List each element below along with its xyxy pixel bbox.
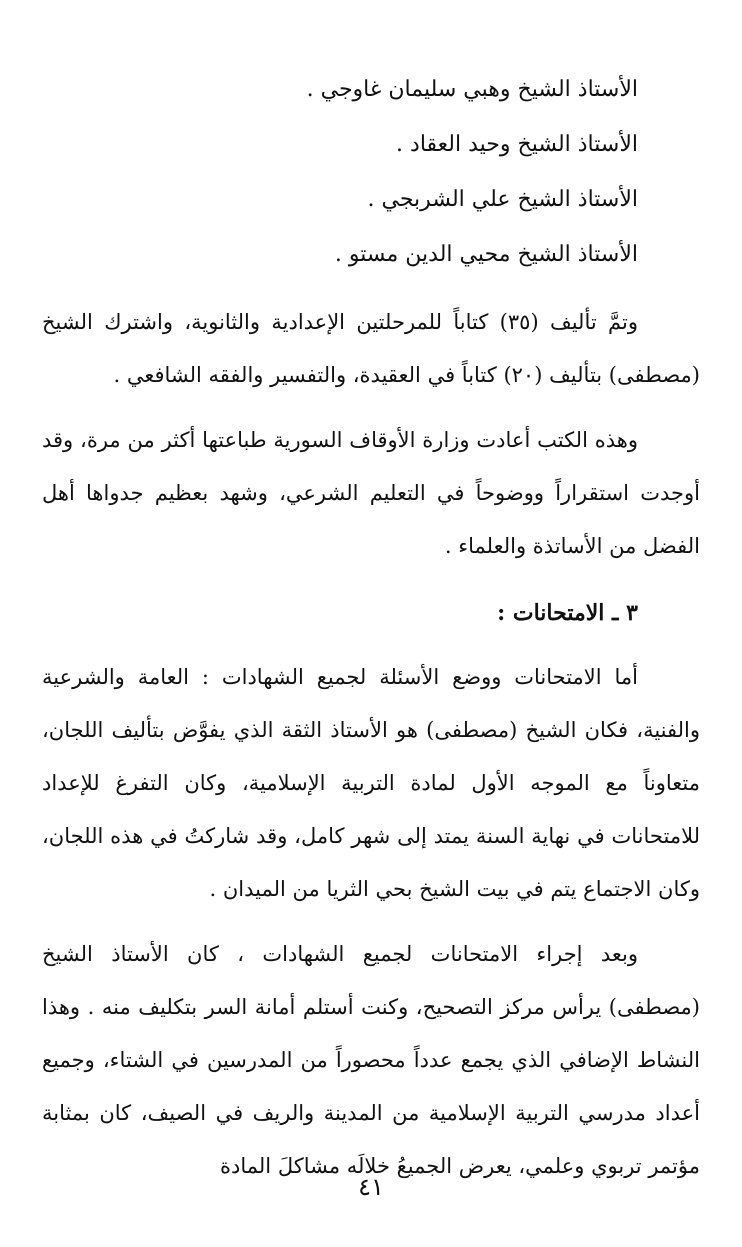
page-number: ٤١ xyxy=(358,1173,384,1201)
paragraph-books-reprint xyxy=(42,414,700,573)
name-line: الأستاذ الشيخ وحيد العقاد . xyxy=(396,132,638,157)
paragraph-text: أما الامتحانات ووضع الأسئلة لجميع الشهادات : العامة والشرعية والفنية، فكان الشيخ (مصطفى) هو الأستاذ الثقة الذي يفوَّض بتأليف اللجان، متعاوناً مع الموجه الأول لمادة التربية الإسلامية، وكان التفرغ للإعداد للامتحانات في نهاية السنة يمتد إلى شهر كامل، وقد شاركتُ في هذه اللجان، وكان الاجتماع يتم في بيت الشيخ بحي الثريا من الميدان . xyxy=(42,665,700,901)
paragraph-books-authoring xyxy=(42,296,700,402)
paragraph-exams xyxy=(42,651,700,916)
section-heading: ٣ ـ الامتحانات : xyxy=(497,600,638,626)
paragraph-text: وبعد إجراء الامتحانات لجميع الشهادات ، كان الأستاذ الشيخ (مصطفى) يرأس مركز التصحيح، وكنت أستلم أمانة السر بتكليف منه . وهذا النشاط الإضافي الذي يجمع عدداً محصوراً من المدرسين في الشتاء، وجميع أعداد مدرسي التربية الإسلامية من المدينة والريف في الصيف، كان بمثابة مؤتمر تربوي وعلمي، يعرض الجميعُ خلالَه مشاكلَ المادة xyxy=(42,942,700,1178)
name-line: الأستاذ الشيخ محيي الدين مستو . xyxy=(334,242,638,267)
paragraph-text: وهذه الكتب أعادت وزارة الأوقاف السورية طباعتها أكثر من مرة، وقد أوجدت استقراراً ووضوحاً في التعليم الشرعي، وشهد بعظيم جدواها أهل الفضل من الأساتذة والعلماء . xyxy=(42,428,700,558)
paragraph-correction-center xyxy=(42,928,700,1193)
paragraph-text: وتمَّ تأليف (٣٥) كتاباً للمرحلتين الإعدادية والثانوية، واشترك الشيخ (مصطفى) بتأليف (٢٠) كتاباً في العقيدة، والتفسير والفقه الشافعي . xyxy=(42,310,700,387)
name-line: الأستاذ الشيخ علي الشربجي . xyxy=(367,187,638,212)
names-list xyxy=(42,62,700,282)
name-line: الأستاذ الشيخ وهبي سليمان غاوجي . xyxy=(306,77,638,102)
